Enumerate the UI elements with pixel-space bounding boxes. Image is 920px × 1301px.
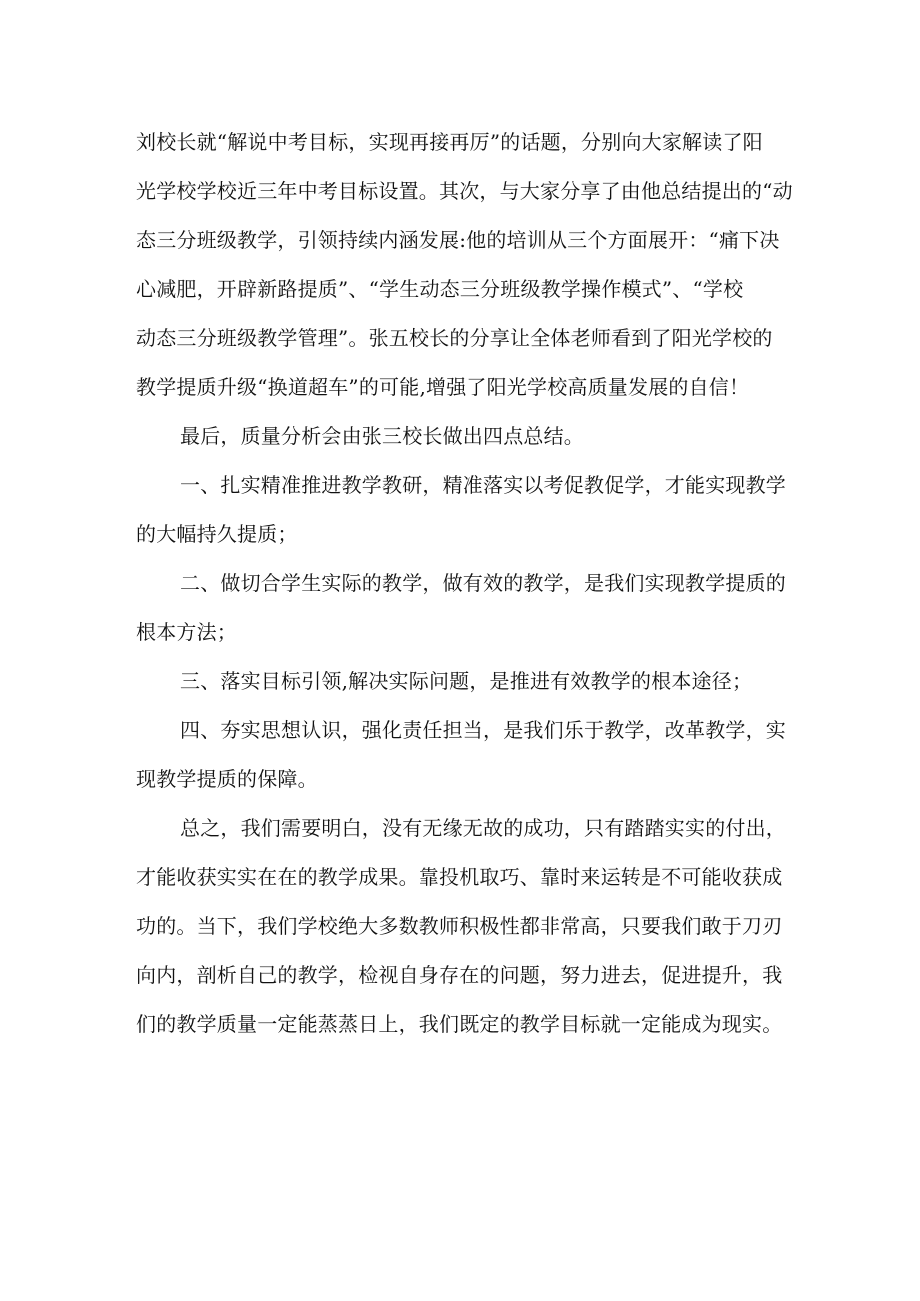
paragraph-line: 光学校学校近三年中考目标设置。其次，与大家分享了由他总结提出的“动 — [136, 179, 793, 203]
summary-intro-line: 最后，质量分析会由张三校长做出四点总结。 — [180, 424, 584, 448]
paragraph-line: 刘校长就“解说中考目标，实现再接再厉”的话题，分别向大家解读了阳 — [136, 130, 763, 154]
paragraph-line: 态三分班级教学，引领持续内涵发展:他的培训从三个方面展开：“痛下决 — [136, 228, 780, 252]
summary-point-4-line: 四、夯实思想认识，强化责任担当，是我们乐于教学，改革教学，实 — [180, 718, 786, 742]
document-body — [136, 118, 793, 1049]
conclusion-line: 总之，我们需要明白，没有无缘无故的成功，只有踏踏实实的付出， — [180, 816, 786, 840]
summary-point-1-line: 的大幅持久提质； — [136, 522, 298, 546]
summary-point-1-line: 一、扎实精准推进教学教研，精准落实以考促教促学，才能实现教学 — [180, 473, 786, 497]
conclusion-line: 才能收获实实在在的教学成果。靠投机取巧、靠时来运转是不可能收获成 — [136, 865, 783, 889]
paragraph-line: 心减肥，开辟新路提质”、“学生动态三分班级教学操作模式”、“学校 — [136, 277, 744, 301]
summary-point-2-line: 根本方法； — [136, 620, 237, 644]
paragraph-line: 教学提质升级“换道超车”的可能,增强了阳光学校高质量发展的自信！ — [136, 375, 750, 399]
conclusion-line: 们的教学质量一定能蒸蒸日上，我们既定的教学目标就一定能成为现实。 — [136, 1012, 783, 1036]
summary-point-2-line: 二、做切合学生实际的教学，做有效的教学，是我们实现教学提质的 — [180, 571, 786, 595]
conclusion-line: 功的。当下，我们学校绝大多数教师积极性都非常高，只要我们敢于刀刃 — [136, 914, 783, 938]
summary-point-3-line: 三、落实目标引领,解决实际问题，是推进有效教学的根本途径； — [180, 669, 753, 693]
summary-point-4-line: 现教学提质的保障。 — [136, 767, 318, 791]
paragraph-line: 动态三分班级教学管理”。张五校长的分享让全体老师看到了阳光学校的 — [136, 326, 773, 350]
conclusion-line: 向内，剖析自己的教学，检视自身存在的问题，努力进去，促进提升，我 — [136, 963, 783, 987]
